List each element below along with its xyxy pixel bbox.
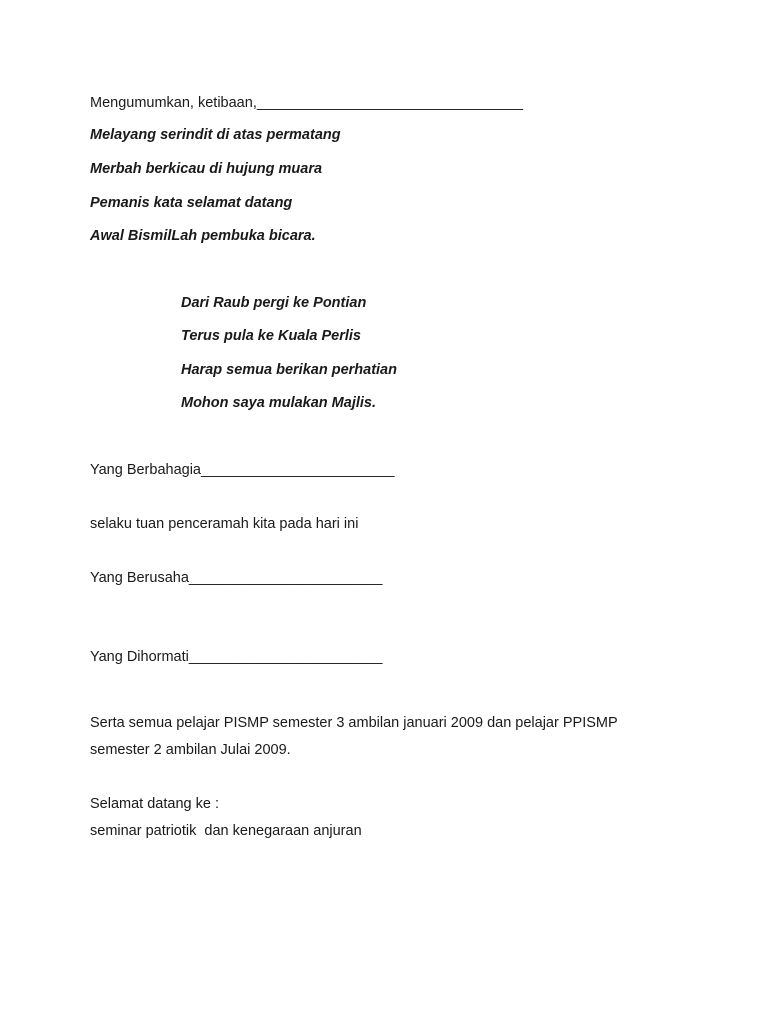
greeting-penceramah: selaku tuan penceramah kita pada hari ini [90,516,359,532]
welcome-line-2: seminar patriotik dan kenegaraan anjuran [90,823,362,839]
welcome-line-1: Selamat datang ke : [90,796,219,812]
students-line-1: Serta semua pelajar PISMP semester 3 ambilan januari 2009 dan pelajar PPISMP [90,715,618,731]
pantun-2-line-3: Harap semua berikan perhatian [181,362,397,378]
pantun-1-line-3: Pemanis kata selamat datang [90,195,293,211]
students-line-2: semester 2 ambilan Julai 2009. [90,742,291,758]
greeting-dihormati: Yang Dihormati________________________ [90,649,383,665]
pantun-1-line-4: Awal BismilLah pembuka bicara. [90,228,316,244]
pantun-1-line-2: Merbah berkicau di hujung muara [90,161,323,177]
greeting-berusaha: Yang Berusaha________________________ [90,570,383,586]
pantun-2-line-4: Mohon saya mulakan Majlis. [181,395,376,411]
announcement-line: Mengumumkan, ketibaan,_________________________________ [90,95,523,111]
pantun-2-line-2: Terus pula ke Kuala Perlis [181,328,361,344]
pantun-2-line-1: Dari Raub pergi ke Pontian [181,295,367,311]
pantun-1-line-1: Melayang serindit di atas permatang [90,127,341,143]
greeting-berbahagia: Yang Berbahagia________________________ [90,462,395,478]
